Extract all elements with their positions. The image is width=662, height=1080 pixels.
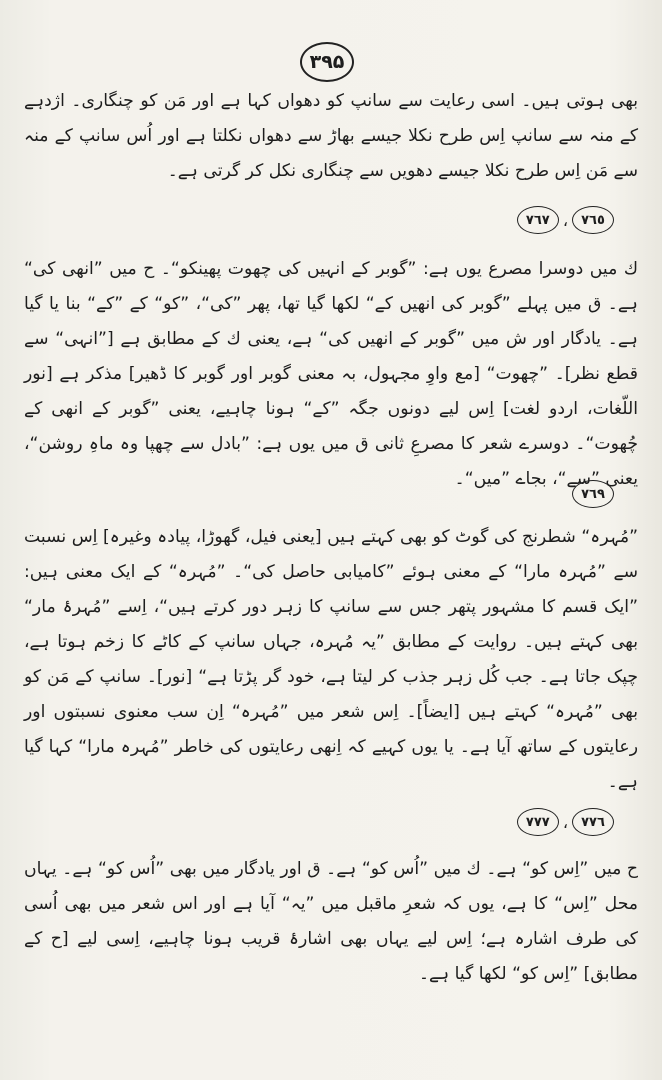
paragraph-3: ”مُہرہ“ شطرنج کی گوٹ کو بھی کہتے ہیں [یعنی فیل، گھوڑا، پیادہ وغیرہ] اِس نسبت سے ”مُہرہ مارا“ کے معنی ہوئے ”کامیابی حاصل کی“۔ ”مُہرہ“ کے ایک معنی ہیں: ”ایک قسم کا مشہور پتھر جس سے سانپ کا زہر دور کرتے ہیں“، اِسے ”مُہرۂ مار“ بھی کہتے ہیں۔ روایت کے مطابق ”یہ مُہرہ، جہاں سانپ کے کاٹے کا زخم ہوتا ہے، چپک جاتا ہے۔ جب کُل زہر جذب کر لیتا ہے، خود گر پڑتا ہے“ [نور]۔ سانپ کے مَن کو بھی ”مُہرہ“ کہتے ہیں [ایضاً]۔ اِس شعر میں ”مُہرہ“ اِن سب معنوی نسبتوں اور رعایتوں کے ساتھ آیا ہے۔ یا یوں کہیے کہ اِنھی رعایتوں کی خاطر ”مُہرہ مارا“ کہا گیا ہے۔ [24, 527, 638, 792]
reference-badge: ٧٧٧ [517, 808, 559, 836]
reference-badge: ٧٦٥ [572, 206, 614, 234]
reference-badge: ٧٦٩ [572, 480, 614, 508]
paragraph-2: ك میں دوسرا مصرع یوں ہے: ”گوبر کے انہیں کی چھوت پھینکو“۔ ح میں ”انھی کی“ ہے۔ ق میں پہلے ”گوبر کی انھیں کے“ لکھا گیا تھا، پھر ”کی“، ”کو“ کے ”کے“ بنا یا گیا ہے۔ یادگار اور ش میں ”گوبر کے انھیں کی“ ہے، یعنی ك کے مطابق ہے [”انہی“ سے قطع نظر]۔ ”چھوت“ [مع واوِ مجہول، بہ معنی گوبر اور گوبر کا ڈھیر] مذکر ہے [نور اللّغات، اردو لغت] اِس لیے دونوں جگہ ”کے“ ہونا چاہیے، یعنی ”گوبر کے انھی کے چُھوت“۔ دوسرے شعر کا مصرعِ ثانی ق میں یوں ہے: ”بادل سے چھپا وہ ماہِ روشن“، یعنی ”سے“، بجاے ”میں“۔ [24, 259, 638, 489]
paragraph-4: ح میں ”اِس کو“ ہے۔ ك میں ”اُس کو“ ہے۔ ق اور یادگار میں بھی ”اُس کو“ ہے۔ یہاں محل ”اِس“ کا ہے، یوں کہ شعرِ ماقبل میں ”یہ“ آیا ہے اور اس شعر میں بھی اُسی کی طرف اشارہ ہے؛ اِس لیے یہاں بھی اشارۂ قریب ہونا چاہیے، اِسی لیے [ح کے مطابق] ”اِس کو“ لکھا گیا ہے۔ [24, 859, 638, 984]
reference-markers-1 [517, 206, 614, 234]
reference-separator: ، [562, 210, 568, 230]
page-number: ۳۹۵ [300, 42, 354, 82]
reference-markers-3 [517, 808, 614, 836]
reference-markers-2 [572, 480, 614, 508]
reference-badge: ٧٦٧ [517, 206, 559, 234]
reference-separator: ، [562, 812, 568, 832]
reference-badge: ٧٧٦ [572, 808, 614, 836]
paragraph-1: بھی ہوتی ہیں۔ اسی رعایت سے سانپ کو دھواں کہا ہے اور مَن کو چنگاری۔ اژدہے کے منہ سے سانپ اِس طرح نکلا جیسے بھاڑ سے دھواں نکلتا ہے اور اُس سانپ کے منہ سے مَن اِس طرح نکلا جیسے دھویں سے چنگاری نکل کر گرتی ہے۔ [24, 91, 638, 181]
